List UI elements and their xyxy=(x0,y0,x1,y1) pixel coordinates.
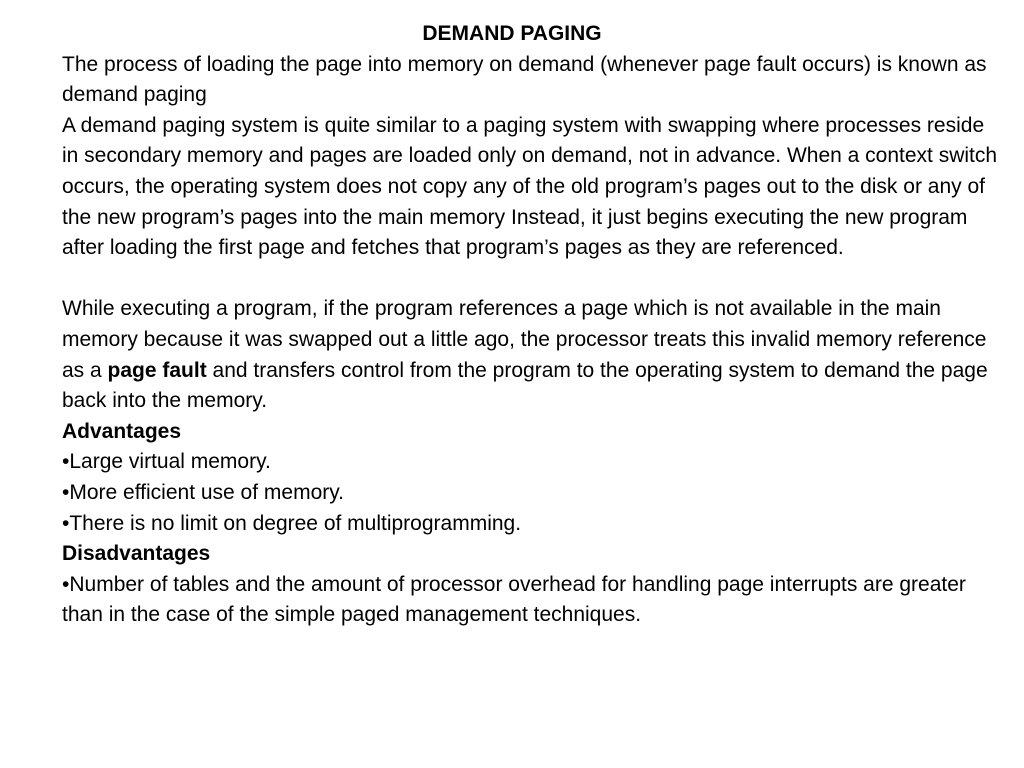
advantage-text: Large virtual memory. xyxy=(69,450,271,474)
disadvantage-text: Number of tables and the amount of processor overhead for handling page interrupts are greater than in the case of the simple paged management techniques. xyxy=(62,572,966,627)
disadvantage-item xyxy=(62,570,1002,631)
bullet-icon: • xyxy=(62,572,70,596)
page-fault-paragraph xyxy=(62,294,1002,416)
advantage-item xyxy=(62,509,1002,540)
advantages-heading: Advantages xyxy=(62,419,182,443)
definition-paragraph: The process of loading the page into memory on demand (whenever page fault occurs) is known as demand paging xyxy=(62,52,987,107)
bullet-icon: • xyxy=(62,511,70,535)
description-paragraph: A demand paging system is quite similar to a paging system with swapping where processes reside in secondary memory and pages are loaded only on demand, not in advance. When a context switch occurs, the operating system does not copy any of the old program’s pages out to the disk or any of the new program’s pages into the main memory Instead, it just begins executing the new program after loading the first page and fetches that program’s pages as they are referenced. xyxy=(62,113,998,260)
bullet-icon: • xyxy=(62,480,70,504)
page-fault-term: page fault xyxy=(107,358,207,382)
page-fault-text-after: and transfers control from the program to the operating system to demand the page back into the memory. xyxy=(62,358,988,413)
advantage-item xyxy=(62,447,1002,478)
disadvantages-heading: Disadvantages xyxy=(62,542,211,566)
slide-content xyxy=(62,19,1002,631)
advantage-text: More efficient use of memory. xyxy=(69,480,345,504)
advantage-text: There is no limit on degree of multiprogramming. xyxy=(69,511,522,535)
slide-title: DEMAND PAGING xyxy=(422,22,602,45)
paragraph-spacer xyxy=(62,264,1002,295)
bullet-icon: • xyxy=(62,450,70,474)
page-fault-text-before: While executing a program, if the program references a page which is not available in the main memory because it was swapped out a little ago, the processor treats this invalid memory reference as a xyxy=(62,297,987,382)
advantage-item xyxy=(62,478,1002,509)
